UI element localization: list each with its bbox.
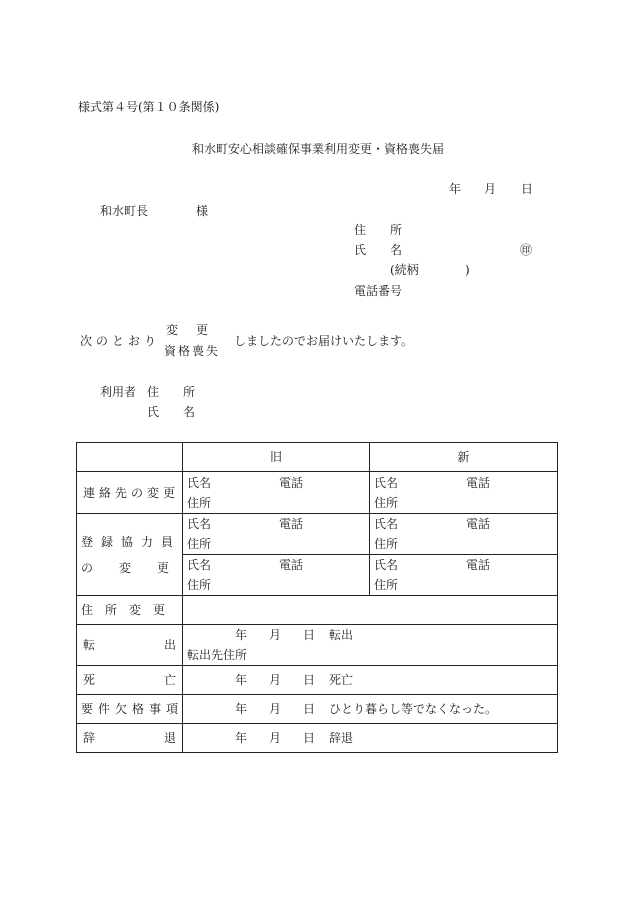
- row-death: [77, 666, 183, 695]
- phone-label: 電話番号: [354, 284, 403, 298]
- address-label: 住所: [374, 537, 399, 551]
- name-label: 氏名: [374, 558, 399, 572]
- move-out-value: [183, 625, 558, 666]
- addressee-name: 和水町長: [100, 204, 149, 218]
- row-eligibility: [77, 695, 183, 724]
- form-title: 和水町安心相談確保事業利用変更・資格喪失届: [192, 142, 445, 156]
- date-year: 年: [449, 182, 462, 196]
- form-number: 様式第４号(第１０条関係): [78, 100, 220, 114]
- contact-new: [370, 472, 558, 514]
- death-value: [183, 666, 558, 695]
- address-label: 住所: [187, 495, 212, 510]
- registrant-label-1: 登録協力員: [81, 534, 182, 549]
- name-label: 氏名: [374, 475, 399, 490]
- contact-old: [183, 472, 370, 514]
- year-label: 年: [235, 673, 248, 687]
- move-out-a: 転: [83, 638, 96, 652]
- year-label: 年: [235, 731, 248, 745]
- applicant-address-label: 住 所: [354, 223, 403, 237]
- relation-label: (続柄: [390, 263, 419, 277]
- year-label: 年: [235, 702, 248, 716]
- name-label: 氏名: [187, 475, 212, 490]
- phone-label: 電話: [466, 558, 491, 572]
- registrant-label-2: の変更: [81, 560, 196, 575]
- month-label: 月: [269, 628, 282, 642]
- registrant1-old: [183, 514, 370, 555]
- phone-label: 電話: [279, 517, 304, 531]
- withdraw-text: 辞退: [329, 731, 354, 745]
- row-move-out: [77, 625, 183, 666]
- address-label: 住所: [187, 578, 212, 592]
- name-label: 氏名: [374, 517, 399, 531]
- year-label: 年: [235, 628, 248, 642]
- user-label: 利用者: [100, 385, 137, 399]
- address-change-value: [183, 596, 558, 625]
- row-withdraw: [77, 724, 183, 753]
- header-new: 新: [370, 443, 558, 472]
- day-label: 日: [303, 628, 316, 642]
- eligibility-value: [183, 695, 558, 724]
- withdraw-b: 退: [163, 731, 176, 745]
- header-old: 旧: [183, 443, 370, 472]
- header-empty: [77, 443, 183, 472]
- month-label: 月: [269, 731, 282, 745]
- phone-label: 電話: [466, 517, 491, 531]
- seal-mark: ㊞: [520, 243, 533, 257]
- withdraw-a: 辞: [83, 731, 96, 745]
- month-label: 月: [269, 702, 282, 716]
- move-out-address-label: 転出先住所: [187, 648, 248, 662]
- row-registrant-change: [77, 514, 196, 596]
- day-label: 日: [303, 673, 316, 687]
- month-label: 月: [269, 673, 282, 687]
- withdraw-value: [183, 724, 558, 753]
- registrant2-new: [370, 555, 558, 596]
- registrant2-old: [183, 555, 370, 596]
- statement-option-change: 変 更: [166, 323, 212, 337]
- date-day: 日: [521, 182, 534, 196]
- registrant1-new: [370, 514, 558, 555]
- day-label: 日: [303, 731, 316, 745]
- row-contact-change: [77, 472, 183, 514]
- relation-close: ): [465, 263, 470, 277]
- phone-label: 電話: [466, 475, 491, 490]
- name-label: 氏名: [187, 517, 212, 531]
- change-form-table: [76, 442, 558, 753]
- statement-prefix: 次のとおり: [80, 334, 161, 348]
- address-label: 住所: [374, 578, 399, 592]
- day-label: 日: [303, 702, 316, 716]
- death-text: 死亡: [329, 673, 354, 687]
- row-address-change: [77, 596, 183, 625]
- death-b: 亡: [163, 673, 176, 687]
- address-change-label: 住所変更: [81, 603, 178, 617]
- death-a: 死: [83, 673, 96, 687]
- move-out-text: 転出: [329, 628, 354, 642]
- statement-option-loss: 資格喪失: [164, 344, 221, 358]
- address-label: 住所: [374, 495, 399, 510]
- user-address-label: 住 所: [147, 385, 196, 399]
- phone-label: 電話: [279, 558, 304, 572]
- phone-label: 電話: [279, 475, 304, 490]
- applicant-name-label: 氏 名: [354, 243, 403, 257]
- eligibility-label: 要件欠格事項: [81, 702, 184, 716]
- eligibility-text: ひとり暮らし等でなくなった。: [329, 702, 498, 716]
- move-out-b: 出: [163, 638, 176, 652]
- address-label: 住所: [187, 537, 212, 551]
- contact-change-label: 連絡先の変更: [83, 485, 180, 500]
- addressee-honorific: 様: [196, 204, 209, 218]
- name-label: 氏名: [187, 558, 212, 572]
- statement-suffix: しましたのでお届けいたします。: [234, 334, 414, 348]
- user-name-label: 氏 名: [147, 405, 196, 419]
- date-month: 月: [484, 182, 497, 196]
